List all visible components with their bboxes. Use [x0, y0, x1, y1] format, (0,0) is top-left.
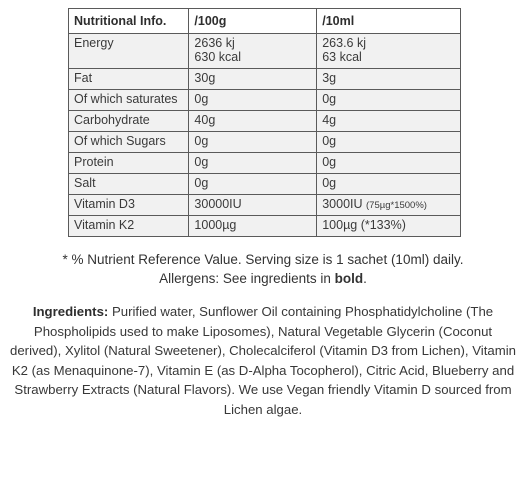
- table-row: [69, 132, 461, 153]
- ingredients-label: Ingredients:: [32, 304, 109, 319]
- nrv-note: (75µg*1500%): [366, 200, 427, 211]
- table-header-row: [69, 9, 461, 34]
- row-name: Protein: [69, 153, 189, 174]
- row-per-100g: 0g: [189, 132, 317, 153]
- row-per-10ml: 0g: [317, 174, 461, 195]
- header-per-100g: /100g: [189, 9, 317, 34]
- allergens-bold-word: bold: [334, 271, 364, 286]
- table-row: [69, 174, 461, 195]
- row-name: Fat: [69, 69, 189, 90]
- footnote: [0, 250, 526, 288]
- value-line: 63 kcal: [322, 50, 362, 64]
- row-per-10ml: [317, 34, 461, 69]
- row-per-10ml: 4g: [317, 111, 461, 132]
- row-name: Salt: [69, 174, 189, 195]
- row-per-10ml: 100µg (*133%): [317, 216, 461, 237]
- nrv-footnote: * % Nutrient Reference Value. Serving size is 1 sachet (10ml) daily.: [62, 252, 464, 267]
- row-per-100g: 30000IU: [189, 195, 317, 216]
- value-line: 630 kcal: [194, 50, 241, 64]
- row-per-100g: 40g: [189, 111, 317, 132]
- allergens-period: .: [363, 271, 367, 286]
- row-per-10ml: 0g: [317, 132, 461, 153]
- row-per-100g: [189, 34, 317, 69]
- ingredients-paragraph: [8, 302, 518, 420]
- table-row: [69, 69, 461, 90]
- row-name: Of which saturates: [69, 90, 189, 111]
- table-row: [69, 153, 461, 174]
- value-line: 2636 kj: [194, 36, 235, 50]
- ingredients-text: Purified water, Sunflower Oil containing Phosphatidylcholine (The Phospholipids used to make Liposomes), Natural Vegetable Glycerin (Coconut derived), Xylitol (Natural Sweetener), Cholecalciferol (Vitamin D3 from Lichen), Vitamin K2 (as Menaquinone-7), Vitamin E (as D-Alpha Tocopherol), Citric Acid, Blueberry and Strawberry Extracts (Natural Flavors). We use Vegan friendly Vitamin D sourced from Lichen algae.: [10, 304, 516, 417]
- row-per-10ml: [317, 195, 461, 216]
- row-per-10ml: 3g: [317, 69, 461, 90]
- allergens-note: [0, 269, 526, 288]
- row-per-100g: 0g: [189, 174, 317, 195]
- row-per-100g: 0g: [189, 153, 317, 174]
- row-name: Carbohydrate: [69, 111, 189, 132]
- table-row: [69, 34, 461, 69]
- value-line: 263.6 kj: [322, 36, 366, 50]
- row-per-100g: 30g: [189, 69, 317, 90]
- row-per-10ml: 0g: [317, 90, 461, 111]
- nutrition-table: [68, 8, 461, 237]
- value-text: 3000IU: [322, 197, 363, 211]
- row-name: Vitamin K2: [69, 216, 189, 237]
- row-name: Of which Sugars: [69, 132, 189, 153]
- table-row: [69, 216, 461, 237]
- row-per-100g: 0g: [189, 90, 317, 111]
- table-row: [69, 90, 461, 111]
- row-per-100g: 1000µg: [189, 216, 317, 237]
- row-name: Vitamin D3: [69, 195, 189, 216]
- row-per-10ml: 0g: [317, 153, 461, 174]
- table-row: [69, 195, 461, 216]
- allergens-text: Allergens: See ingredients in: [159, 271, 335, 286]
- header-per-10ml: /10ml: [317, 9, 461, 34]
- table-row: [69, 111, 461, 132]
- header-nutritional-info: Nutritional Info.: [69, 9, 189, 34]
- row-name: Energy: [69, 34, 189, 69]
